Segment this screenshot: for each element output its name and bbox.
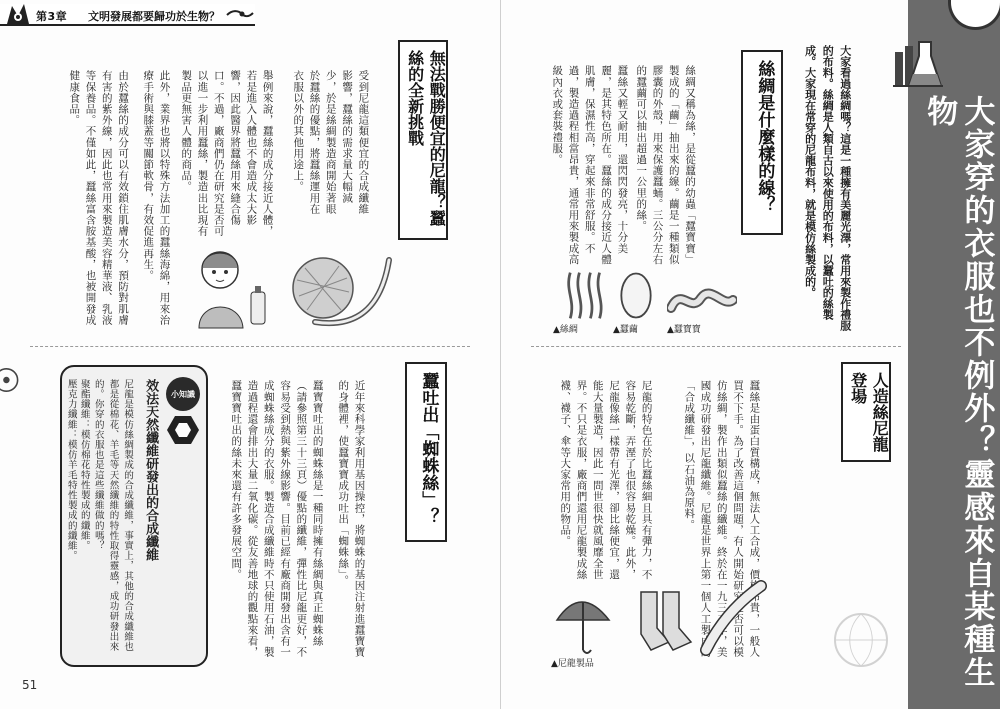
nylon-products-illustration	[551, 580, 771, 660]
section-divider	[30, 346, 470, 347]
caption-silk: ▲絲綢	[553, 325, 578, 335]
section-divider-right	[531, 346, 901, 347]
title-band	[908, 0, 1000, 709]
girl-lotion-illustration	[185, 240, 275, 330]
silk-para-2: 蠶絲又輕又耐用，還閃閃發亮，十分美麗，是其特色所在。蠶絲的成分接近人體肌膚，保濕性高，穿起來非常舒服。不過，製造過程相當昂貴，通常用來製成高級內衣或套裝禮服。	[551, 65, 629, 265]
silk-heading-box	[741, 50, 783, 235]
silk-para-1: 絲綢又稱為絲，是從蠶的幼蟲「蠶寶寶」製成的「繭」抽出來的線。繭是一種類似膠囊的外殼，用來保護蠶蛹。三公分左右的蠶繭可以抽出超過一公里的絲。	[635, 65, 697, 265]
cocoon-illustration	[613, 268, 659, 323]
trivia-para-2: 聚酯纖維：模仿棉花特性製成的纖維。	[78, 379, 90, 551]
trivia-para-3: 壓克力纖維：模仿羊毛特性製成的纖維。	[65, 379, 77, 561]
bell-decoration-icon	[0, 360, 24, 400]
nylon-challenge-para-3: 此外，業界也將以特殊方法加工的蠶絲海綿，用來治療手術與膝蓋等關節軟骨，有效促進再生。	[142, 70, 171, 326]
spider-silk-para-2: 蠶寶寶吐出的蜘蛛絲是一種同時擁有絲綢與真正蜘蛛絲（請參照第三十三頁）優點的纖維，彈性比尼龍更好，不容易受到熱與紫外線影響。目前已經有廠商開發出含有一成蜘蛛絲成分的衣服。製造合成纖維時不只使用石油，製造過程還會排出大量二氧化碳。從友善地球的觀點來看，蠶寶寶吐出的絲未來還有許多發展空間。	[230, 380, 324, 658]
silk-heading: 絲綢是什麼樣的線？	[754, 60, 775, 213]
nylon-challenge-heading-box	[398, 40, 448, 240]
nylon-challenge-para-2: 舉例來說，蠶絲的成分接近人體，若是進入人體也不會造成太大影響，因此醫界將蠶絲用來縫合傷口。不過，廠商們仍在研究是否可以進一步利用蠶絲，製造出比現有製品更無害人體的商品。	[180, 70, 274, 237]
hexagon-icon	[166, 415, 200, 445]
main-title: 大家穿的衣服也不例外？靈感來自某種生物	[921, 95, 995, 689]
caption-nylon-products: ▲尼龍製品	[551, 659, 594, 669]
nylon-ball-illustration	[285, 250, 395, 330]
intro-text: 大家看過絲綢嗎？這是一種擁有美麗光澤，常用來製作禮服的布料。絲綢是人類自古以來使用的布料，以蠶吐的絲製成。大家現在常穿的尼龍布料，就是模仿絲製成的。	[803, 45, 852, 331]
trivia-para-1: 尼龍是模仿絲綢製成的合成纖維，事實上，其他的合成纖維也都是從棉花、羊毛等天然纖維的特性取得靈感，成功研發出來的。你穿的衣服也是這些纖維做的嗎？	[92, 379, 134, 652]
page-number: 51	[22, 678, 38, 692]
silk-skein-illustration	[559, 268, 609, 323]
lizard-icon	[226, 9, 254, 21]
nylon-challenge-heading: 無法戰勝便宜的尼龍？蠶絲的全新挑戰	[405, 50, 447, 226]
running-title: 文明發展都要歸功於生物？	[88, 10, 220, 23]
right-page	[500, 0, 1000, 709]
nylon-birth-heading: 人造絲尼龍登場	[848, 372, 890, 452]
trivia-box	[60, 365, 208, 667]
nylon-birth-para-1: 蠶絲是由蛋白質構成，無法人工合成，價格昂貴，一般人買不下手。為了改善這個問題，有人開始研究是否可以模仿絲綢，製作出類似蠶絲的纖維。終於在一九三五年，美國成功研發出尼龍纖維。尼龍是世界上第一個人工製成的「合成纖維」，以石油為原料。	[683, 380, 761, 658]
caption-cocoon: ▲蠶繭	[613, 325, 638, 335]
nylon-challenge-para-1: 受到尼龍這類便宜的合成纖維影響，蠶絲的需求量大幅減少，於是絲綢製造商開始著眼於蠶絲的優點，將蠶絲運用在衣服以外的其他用途上。	[292, 70, 370, 215]
chapter-label: 第3章	[36, 10, 68, 23]
spider-silk-heading: 蠶吐出「蜘蛛絲」？	[418, 372, 439, 525]
running-head	[0, 0, 500, 30]
trivia-tag: 小知識	[166, 377, 200, 411]
chapter-logo-icon	[4, 2, 32, 26]
spider-silk-heading-box	[405, 362, 447, 542]
nylon-challenge-para-4: 由於蠶絲的成分可以有效鎖住肌膚水分，預防對肌膚有害的紫外線，因此也常用來製造美容精華液、乳液等保養品。不僅如此，蠶絲富含胺基酸，也被開發成健康食品。	[68, 70, 130, 326]
nylon-birth-heading-box	[841, 362, 891, 462]
globe-watermark-icon	[831, 610, 891, 670]
flask-icon	[893, 38, 943, 93]
nylon-birth-para-2: 尼龍的特色在於比蠶絲細且具有彈力，不容易乾斷，弄溼了也很容易乾燥。此外，尼龍像絲一樣帶有光澤，卻比絲便宜，還能大量製造，因此一問世很快就風靡全世界。不只是衣服，廠商們還用尼龍製成絲襪、襪子、傘等大家常用的物品。	[559, 380, 653, 580]
title-band-ornament	[948, 0, 1000, 30]
caption-silkworm: ▲蠶寶寶	[667, 325, 701, 335]
silkworm-illustration	[667, 278, 737, 318]
trivia-heading: 效法天然纖維研發出的合成纖維	[143, 379, 159, 561]
spider-silk-para-1: 近年來科學家利用基因操控，將蜘蛛的基因注射進蠶寶寶的身體裡，使蠶寶寶成功吐出「蜘蛛絲」。	[337, 380, 366, 658]
